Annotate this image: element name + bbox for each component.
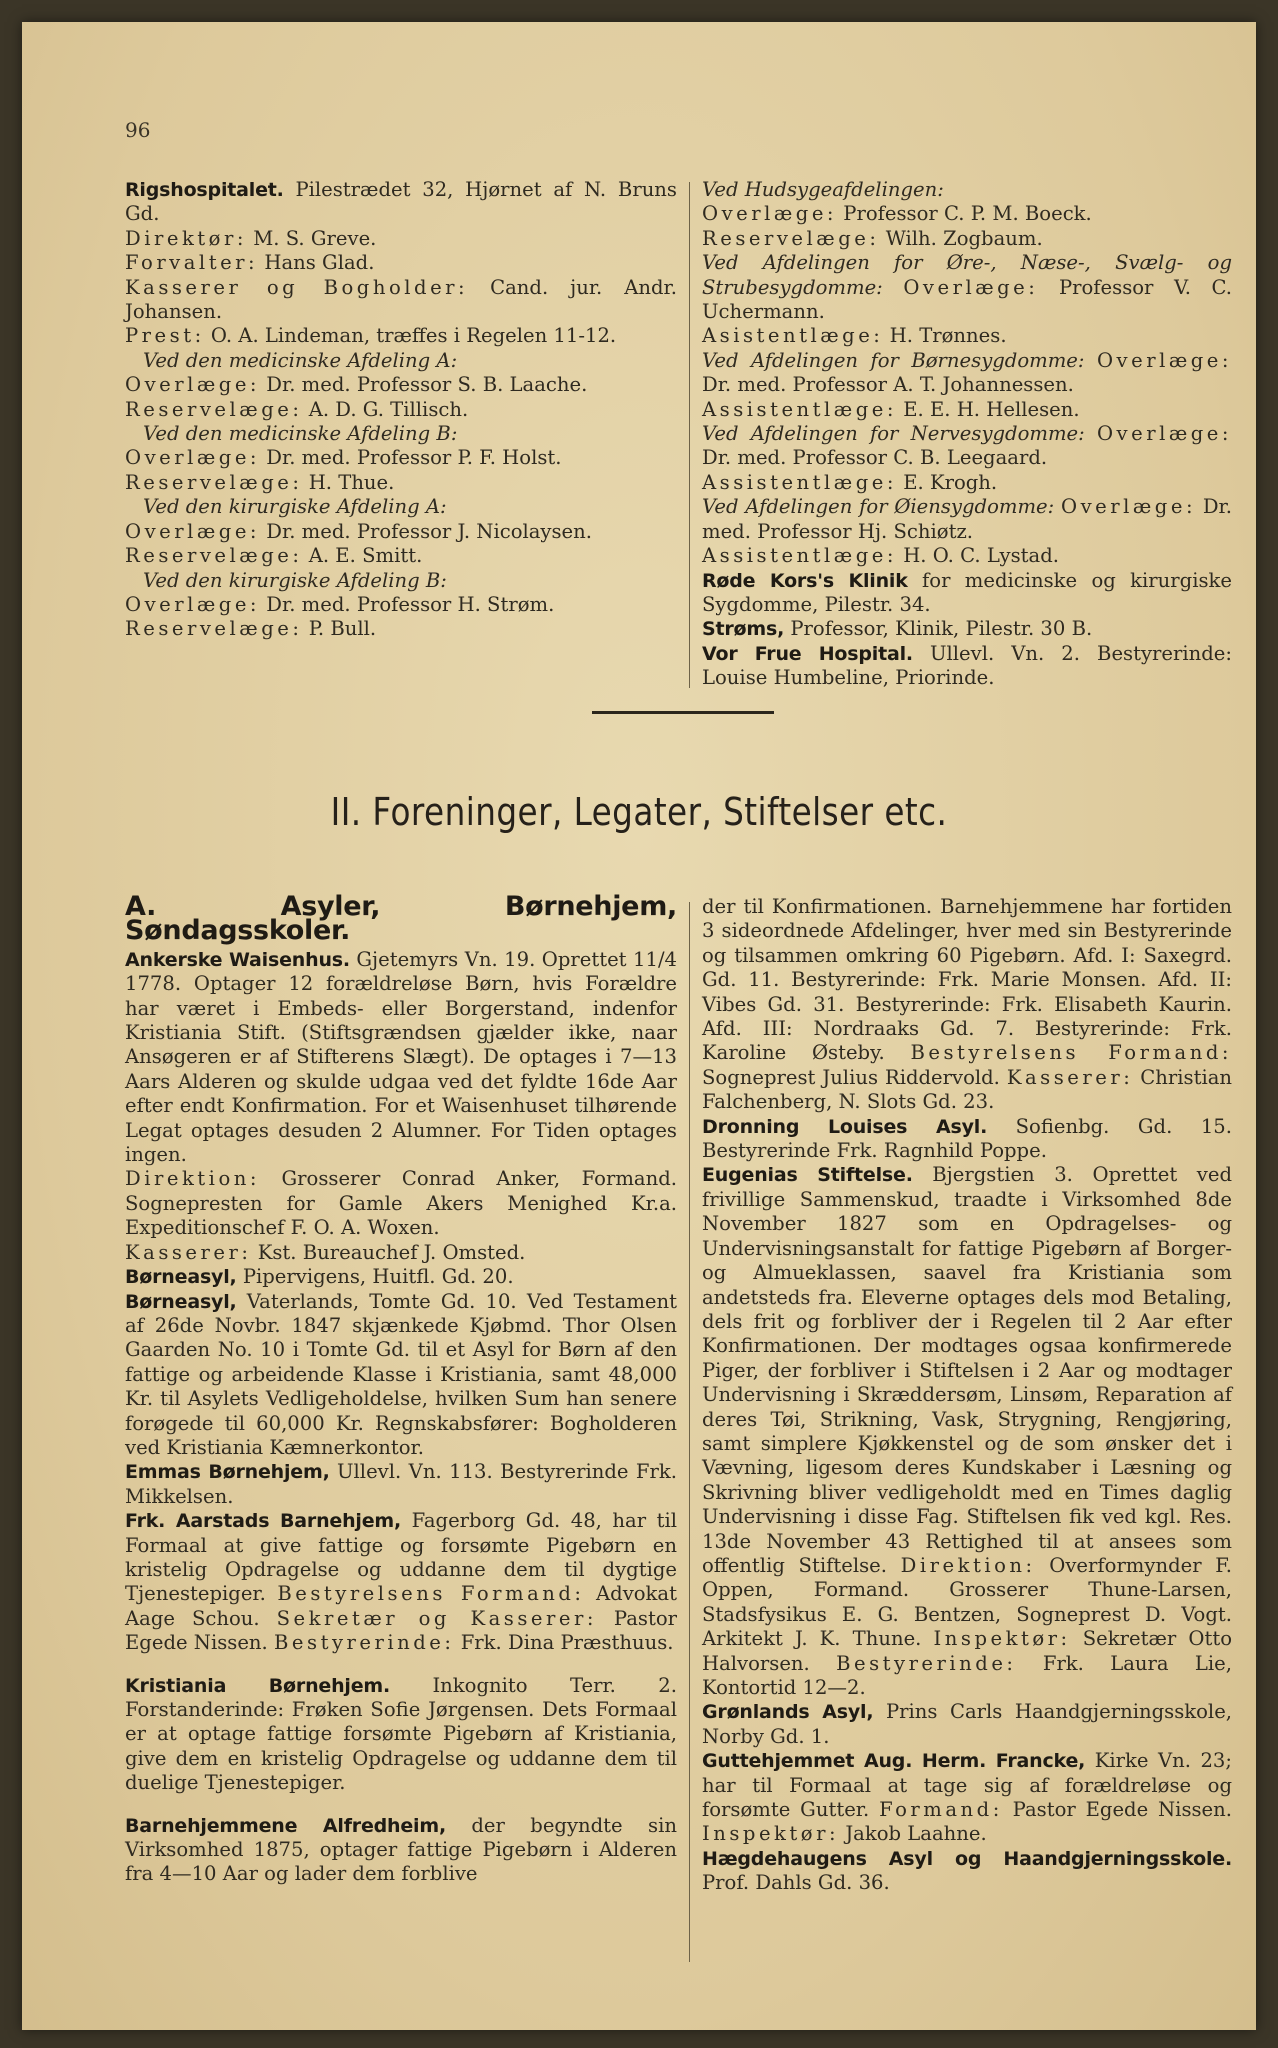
entry-text: Ullevl. Vn. 2. Bestyrerinde: Louise Humbeline, Priorinde. bbox=[702, 641, 1233, 690]
entry-italic-heading: Ved den medicinske Afdeling A: bbox=[143, 348, 458, 372]
entry bbox=[702, 1700, 1232, 1749]
entry-text: Christian Falchenberg, N. Slots Gd. 23. bbox=[702, 1065, 1233, 1114]
entry-text: H. Trønnes. bbox=[889, 324, 1007, 348]
entry-italic-heading: Ved Afdelingen for Øiensygdomme: bbox=[702, 495, 1055, 519]
entry-text: Professor V. C. Uchermann. bbox=[702, 275, 1232, 324]
entry bbox=[702, 227, 1232, 251]
entry-heading: Strøms, bbox=[702, 618, 785, 641]
entry bbox=[125, 593, 677, 617]
entry-role-label: Forvalter: bbox=[125, 251, 259, 275]
entry-heading: Frk. Aarstads Barnehjem, bbox=[125, 1510, 402, 1533]
entry bbox=[702, 202, 1232, 226]
entry-text: Fagerborg Gd. 48, har til Formaal at give fattige og forsømte Pigebørn en kristelig Opdragelse og uddanne dem til dygtige Tjenestepiger. bbox=[125, 1509, 677, 1606]
entry-text: Prof. Dahls Gd. 36. bbox=[702, 1871, 890, 1895]
entry-text: Hans Glad. bbox=[264, 251, 375, 275]
entry-role-label: Overlæge: bbox=[125, 373, 261, 397]
entry bbox=[125, 1509, 677, 1655]
entry bbox=[702, 1847, 1232, 1896]
entry-text: E. Krogh. bbox=[903, 470, 998, 494]
page bbox=[22, 22, 1256, 2030]
entry-role-label: Direktion: bbox=[900, 1553, 1036, 1577]
entry-text: Professor C. P. M. Boeck. bbox=[843, 202, 1092, 226]
entry-text: H. O. C. Lystad. bbox=[903, 544, 1059, 568]
entry bbox=[125, 544, 677, 568]
entry-heading: Kristiania Børnehjem. bbox=[125, 1674, 391, 1697]
entry-role-label: Overlæge: bbox=[1061, 495, 1197, 519]
entry-role-label: Overlæge: bbox=[1096, 422, 1233, 446]
entry-text: Gjetemyrs Vn. 19. Oprettet 11/4 1778. Optager 12 forældreløse Børn, hvis Forældre har været i Embeds- eller Borgerstand, indenfor Kristiania Stift. (Stiftsgrændsen gjælder ikke, naar Ansøgeren er af Stifterens Slægt). De optages i 7—13 Aars Alderen og skulde udgaa ved det fyldte 16de Aar efter endt Konfirmation. For et Waisenhuset tilhørende Legat optages desuden 2 Alumner. For Tiden optages ingen. bbox=[125, 947, 678, 1167]
entry-heading: Rigshospitalet. bbox=[125, 179, 284, 201]
entry bbox=[702, 178, 1232, 202]
entry bbox=[125, 349, 677, 373]
entry bbox=[702, 398, 1232, 422]
entry bbox=[702, 617, 1232, 641]
entry bbox=[702, 349, 1232, 398]
entry-text: Wilh. Zogbaum. bbox=[885, 226, 1043, 250]
entry bbox=[125, 1241, 677, 1265]
entry-role-label: Prest: bbox=[125, 324, 205, 348]
entry-text: Frk. Laura Lie, Kontortid 12—2. bbox=[702, 1651, 1232, 1699]
entry bbox=[125, 569, 677, 593]
entry-italic-heading: Ved den kirurgiske Afdeling B: bbox=[143, 568, 447, 592]
entry-text: der begyndte sin Virksomhed 1875, optager fattige Pigebørn i Alderen fra 4—10 Aar og lader dem forblive bbox=[125, 1813, 677, 1886]
entry bbox=[125, 398, 677, 422]
entry bbox=[125, 1290, 677, 1461]
entry bbox=[125, 1265, 677, 1289]
entry-text: A. E. Smitt. bbox=[308, 544, 423, 568]
entry-heading: Guttehjemmet Aug. Herm. Francke, bbox=[702, 1750, 1086, 1773]
entry bbox=[125, 617, 677, 641]
entry-text: M. S. Greve. bbox=[253, 226, 377, 250]
entry-role-label: Direktion: bbox=[125, 1167, 260, 1191]
entry bbox=[125, 227, 677, 251]
bottom-left-column bbox=[125, 891, 678, 1887]
entry-text: A. D. G. Tillisch. bbox=[308, 397, 469, 421]
entry bbox=[125, 495, 677, 519]
entry-role-label: Bestyrelsens Formand: bbox=[277, 1582, 585, 1606]
subsection-title: A. Asyler, Børnehjem, Søndagsskoler. bbox=[125, 891, 677, 947]
entry-text: H. Thue. bbox=[308, 470, 395, 494]
entry-heading: Emmas Børnehjem, bbox=[125, 1461, 330, 1484]
entry-text: Kst. Bureauchef J. Omsted. bbox=[257, 1240, 526, 1264]
entry-role-label: Overlæge: bbox=[903, 275, 1039, 299]
entry-heading: Dronning Louises Asyl. bbox=[702, 1115, 988, 1138]
entry-heading: Grønlands Asyl, bbox=[702, 1701, 874, 1724]
entry-heading: Hægdehaugens Asyl og Haandgjerningsskole. bbox=[702, 1847, 1232, 1870]
entry-role-label: Inspektør: bbox=[702, 1822, 840, 1846]
entry-role-label: Overlæge: bbox=[125, 446, 261, 470]
entry-italic-heading: Ved Hudsygeafdelingen: bbox=[702, 178, 944, 201]
entry bbox=[125, 1460, 677, 1509]
entry-text: O. A. Lindeman, træffes i Regelen 11-12. bbox=[210, 324, 617, 348]
entry-text: Sofienbg. Gd. 15. Bestyrerinde Frk. Ragnhild Poppe. bbox=[702, 1114, 1232, 1163]
entry bbox=[702, 544, 1232, 568]
entry bbox=[125, 373, 677, 397]
entry-heading: Ankerske Waisenhus. bbox=[125, 948, 350, 971]
entry-italic-heading: Ved den medicinske Afdeling B: bbox=[143, 422, 458, 446]
entry bbox=[125, 422, 677, 446]
entry bbox=[702, 895, 1232, 1115]
entry-role-label: Overlæge: bbox=[1096, 348, 1232, 372]
entry bbox=[125, 1167, 677, 1240]
entry-role-label: Direktør: bbox=[125, 226, 247, 250]
top-right-column bbox=[702, 178, 1232, 691]
entry-italic-heading: Ved Afdelingen for Øre-, Næse-, Svælg- og Strubesygdomme: bbox=[702, 251, 1232, 299]
entry-role-label: Asistentlæge: bbox=[702, 324, 884, 348]
bottom-right-column bbox=[702, 895, 1232, 1896]
entry-text: Pastor Egede Nissen. bbox=[125, 1606, 677, 1655]
entry-text: Vaterlands, Tomte Gd. 10. Ved Testament af 26de Novbr. 1847 skjænkede Kjøbmd. Thor Olsen Gaarden No. 10 i Tomte Gd. til et Asyl for Børn af den fattige og arbeidende Klasse i Kristiania, samt 48,000 Kr. til Asylets Vedligeholdelse, hvilken Sum han senere forøgede til 60,000 Kr. Regnskabsfører: Bogholderen ved Kristiania Kæmnerkontor. bbox=[125, 1289, 677, 1459]
entry-text: P. Bull. bbox=[308, 617, 377, 641]
entry bbox=[702, 251, 1232, 324]
entry-text: Overformynder F. Oppen, Formand. Grosserer Thune-Larsen, Stadsfysikus E. G. Bentzen, Sogneprest D. Vogt. Arkitekt J. K. Thune. bbox=[702, 1553, 1233, 1651]
entry-text: Professor, Klinik, Pilestr. 30 B. bbox=[790, 617, 1093, 641]
entry bbox=[125, 1674, 677, 1796]
entry-role-label: Assistentlæge: bbox=[702, 397, 897, 421]
entry-role-label: Inspektør: bbox=[933, 1627, 1071, 1651]
entry-text: Pipervigens, Huitfl. Gd. 20. bbox=[242, 1265, 514, 1289]
entry-text: Pastor Egede Nissen. bbox=[1012, 1798, 1232, 1822]
entry bbox=[702, 569, 1232, 618]
column-divider bbox=[689, 902, 690, 1962]
entry-role-label: Reservelæge: bbox=[125, 397, 303, 421]
entry bbox=[125, 520, 677, 544]
entry-role-label: Kasserer og Bogholder: bbox=[125, 275, 469, 299]
entry-role-label: Reservelæge: bbox=[125, 544, 303, 568]
spacer bbox=[125, 1656, 677, 1674]
entry-text: Pilestrædet 32, Hjørnet af N. Bruns Gd. bbox=[125, 178, 677, 226]
section-title: II. Foreninger, Legater, Stiftelser etc. bbox=[330, 790, 948, 834]
entry bbox=[125, 276, 677, 325]
entry-heading: Røde Kors's Klinik bbox=[702, 569, 908, 592]
entry-role-label: Overlæge: bbox=[125, 519, 261, 543]
entry-text: Dr. med. Professor P. F. Holst. bbox=[266, 446, 562, 470]
column-divider bbox=[689, 182, 690, 688]
entry-text: Sekretær Otto Halvorsen. bbox=[702, 1627, 1232, 1675]
entry bbox=[125, 446, 677, 470]
entry-text: Ullevl. Vn. 113. Bestyrerinde Frk. Mikkelsen. bbox=[125, 1460, 677, 1508]
entry bbox=[125, 1814, 677, 1887]
entry-text: Dr. med. Professor Hj. Schiøtz. bbox=[702, 495, 1232, 543]
entry bbox=[125, 324, 677, 348]
section-divider bbox=[592, 711, 774, 714]
entry-heading: Eugenias Stiftelse. bbox=[702, 1164, 913, 1187]
entry-text: Dr. med. Professor A. T. Johannessen. bbox=[702, 373, 1074, 397]
entry-heading: Børneasyl, bbox=[125, 1290, 237, 1313]
entry bbox=[702, 1749, 1232, 1847]
entry-role-label: Reservelæge: bbox=[125, 470, 303, 494]
entry-role-label: Kasserer: bbox=[125, 1240, 252, 1264]
entry-heading: Barnehjemmene Alfredheim, bbox=[125, 1814, 446, 1837]
entry bbox=[125, 948, 677, 1168]
entry-role-label: Bestyrerinde: bbox=[274, 1631, 455, 1655]
entry-text: Bjergstien 3. Oprettet ved frivillige Sammenskud, traadte i Virksomhed 8de November 1827 som en Opdragelses- og Undervisningsanstalt for fattige Pigebørn af Borger- og Almueklassen, saavel fra Kristiania som andetsteds fra. Eleverne optages dels mod Betaling, dels frit og forbliver der i Regelen til 2 Aar efter Konfirmationen. Der modtages ogsaa konfirmerede Piger, der forbliver i Stiftelsen i 2 Aar og modtager Undervisning i Skræddersøm, Linsøm, Reparation af deres Tøi, Strikning, Vask, Strygning, Rengjøring, samt simplere Kjøkkenstel og de som ønsker det i Vævning, ligesom deres Kundskaber i Læsning og Skrivning bliver vedligeholdt med en Times daglig Undervisning i disse Fag. Stiftelsen fik ved kgl. Res. 13de November 43 Rettighed til at ansees som offentlig Stiftelse. bbox=[702, 1163, 1232, 1577]
entry-text: for medicinske og kirurgiske Sygdomme, Pilestr. 34. bbox=[702, 568, 1232, 616]
entry-role-label: Overlæge: bbox=[125, 592, 261, 616]
entry-text: Dr. med. Professor J. Nicolaysen. bbox=[266, 519, 593, 543]
entry bbox=[702, 324, 1232, 348]
entry bbox=[702, 495, 1232, 544]
page-number: 96 bbox=[125, 118, 151, 142]
entry-text: Dr. med. Professor H. Strøm. bbox=[266, 592, 555, 616]
entry-text: Jakob Laahne. bbox=[845, 1822, 987, 1846]
entry-text: der til Konfirmationen. Barnehjemmene har fortiden 3 sideordnede Afdelinger, hver med sin Bestyrerinde og tilsammen omkring 60 Pigebørn. Afd. I: Saxegrd. Gd. 11. Bestyrerinde: Frk. Marie Monsen. Afd. II: Vibes Gd. 31. Bestyrerinde: Frk. Elisabeth Kaurin. Afd. III: Nordraaks Gd. 7. Bestyrerinde: Frk. Karoline Østeby. bbox=[702, 895, 1232, 1065]
entry bbox=[125, 471, 677, 495]
entry-text: Cand. jur. Andr. Johansen. bbox=[125, 275, 677, 324]
entry-italic-heading: Ved Afdelingen for Nervesygdomme: bbox=[702, 422, 1085, 446]
entry-heading: Børneasyl, bbox=[125, 1266, 237, 1289]
spacer bbox=[125, 1796, 677, 1814]
entry bbox=[702, 422, 1232, 471]
entry-text: Sogneprest Julius Riddervold. bbox=[702, 1065, 1000, 1089]
entry-text: Dr. med. Professor S. B. Laache. bbox=[266, 373, 588, 397]
entry-text: Frk. Dina Præsthuus. bbox=[460, 1631, 674, 1655]
entry-text: Inkognito Terr. 2. Forstanderinde: Frøken Sofie Jørgensen. Dets Formaal er at optage fattige forsømte Pigebørn af Kristiania, give dem en kristelig Opdragelse og uddanne dem til duelige Tjenestepiger. bbox=[125, 1673, 677, 1795]
entry-role-label: Overlæge: bbox=[702, 202, 838, 226]
entry-role-label: Bestyrelsens Formand: bbox=[910, 1041, 1232, 1065]
entry bbox=[125, 178, 677, 227]
top-left-column bbox=[125, 178, 677, 642]
entry bbox=[702, 1163, 1232, 1700]
entry-text: Advokat Aage Schou. bbox=[125, 1582, 677, 1630]
entry-role-label: Kasserer: bbox=[1006, 1065, 1134, 1089]
entry bbox=[702, 642, 1232, 691]
entry-text: Prins Carls Haandgjerningsskole, Norby Gd. 1. bbox=[702, 1700, 1233, 1748]
entry-italic-heading: Ved den kirurgiske Afdeling A: bbox=[143, 495, 447, 519]
entry-role-label: Assistentlæge: bbox=[702, 470, 897, 494]
entry bbox=[125, 251, 677, 275]
entry-text: Grosserer Conrad Anker, Formand. Sognepresten for Gamle Akers Menighed Kr.a. Expeditionschef F. O. A. Woxen. bbox=[125, 1167, 677, 1240]
entry-text: Kirke Vn. 23; har til Formaal at tage sig af forældreløse og forsømte Gutter. bbox=[702, 1749, 1232, 1822]
entry-role-label: Reservelæge: bbox=[702, 226, 880, 250]
entry bbox=[702, 471, 1232, 495]
entry-italic-heading: Ved Afdelingen for Børnesygdomme: bbox=[702, 348, 1085, 372]
entry-role-label: Reservelæge: bbox=[125, 617, 303, 641]
entry bbox=[702, 1115, 1232, 1164]
entry-role-label: Bestyrerinde: bbox=[836, 1651, 1017, 1675]
entry-role-label: Formand: bbox=[879, 1798, 1003, 1822]
entry-text: Dr. med. Professor C. B. Leegaard. bbox=[702, 446, 1048, 470]
entry-text: E. E. H. Hellesen. bbox=[903, 397, 1080, 421]
entry-heading: Vor Frue Hospital. bbox=[702, 642, 913, 665]
entry-role-label: Assistentlæge: bbox=[702, 544, 897, 568]
entry-role-label: Sekretær og Kasserer: bbox=[276, 1606, 597, 1630]
